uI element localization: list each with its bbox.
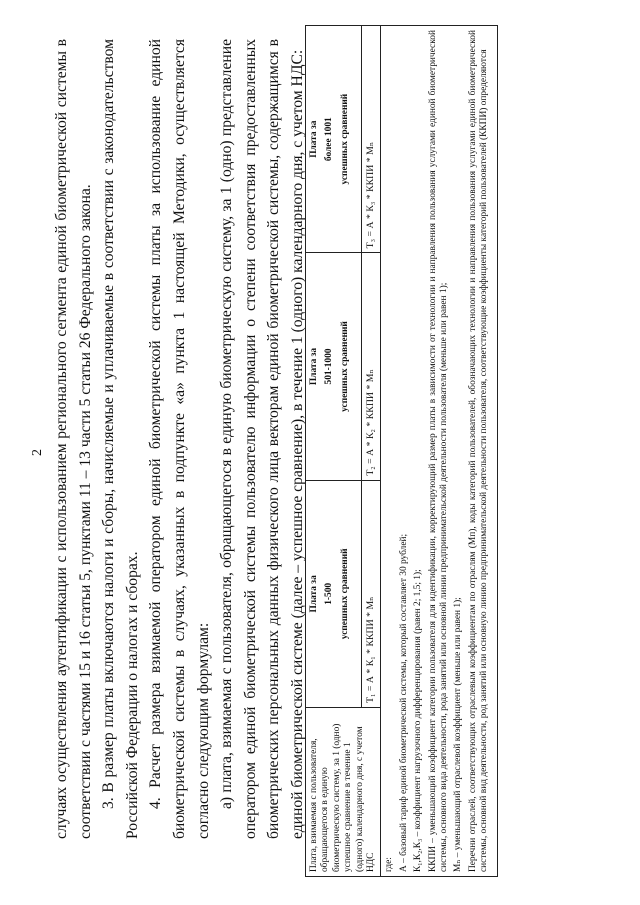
legend-item: Перечни отраслей, соответствующих отраслевым коэффициентам по отраслям (Мп), коды категорий пользователей, обозначающих технологии и направления пользования услугами единой биометрической системы, основной вид деятельности, род занятий или основную линию предпринимательской деятельности пользователя, соответствующие коэффициенты категорий пользователей (ККПИ) определяются (467, 30, 490, 872)
tariff-table (305, 25, 498, 877)
paragraph-4: а) плата, взимаемая с пользователя, обращающегося в единую биометрическую систему, за 1 (одно) представление оператором единой биометрической системы пользователю информации о степени соответствия предоставленных биометрических персональных данных физического лица векторам единой биометрической системы, содержащимся в единой биометрической системе (далее – успешное сравнение), в течение 1 (одного) календарного дня, с учетом НДС: (218, 39, 306, 839)
paragraph-3: 4. Расчет размера взимаемой оператором единой биометрической системы платы за использование единой биометрической системы в случаях, указанных в подпункте «а» пункта 1 настоящей Методики, осуществляется согласно следующим формулам: (147, 39, 212, 839)
page-number: 2 (30, 449, 45, 456)
row-label-cell: Плата, взимаемая с пользователя, обращающегося в единую биометрическую систему, за 1 (одно) успешное сравнение в течение 1 (одного) календарного дня, с учетом НДС (306, 708, 381, 877)
paragraph-2: 3. В размер платы включаются налоги и сборы, начисляемые и уплачиваемые в соответствии с законодательством Российской Федерации о налогах и сборах. (100, 39, 141, 839)
legend-item: К₁,К₂,К₃ – коэффициент нагрузочного дифференцирования (равен 2; 1,5; 1); (413, 569, 424, 872)
formula-cell-2: Т₂ = А * К₂ * ККПИ * Мₙ (362, 253, 381, 480)
header-line: Плата за (309, 575, 319, 613)
legend-item: ККПИ – уменьшающий коэффициент категории пользователя для идентификации, корректирующий размер платы в зависимости от технологии и направления пользования услугами единой биометрической системы, основного вида деятельности, рода занятий или основной линии предпринимательской деятельности пользователя (меньше или равен 1); (427, 30, 450, 872)
header-line: успешных сравнений (339, 548, 350, 640)
legend-item: Мₙ – уменьшающий отраслевой коэффициент (меньше или равен 1); (453, 597, 464, 872)
header-cell-2 (306, 253, 362, 480)
legend-item: А – базовый тариф единой биометрической системы, который составляет 30 рублей; (398, 533, 409, 872)
formula-cell-1: Т₁ = А * К₁ * ККПИ * Мₙ (362, 480, 381, 707)
table-row (381, 26, 497, 877)
table-row (306, 26, 362, 877)
legend-cell (381, 26, 497, 877)
header-line: успешных сравнений (339, 93, 350, 185)
header-line: Плата за (309, 120, 319, 158)
header-cell-1 (306, 480, 362, 707)
formula-cell-3: Т₃ = А * К₃ * ККПИ * Мₙ (362, 26, 381, 253)
header-range: 501-1000 (324, 348, 335, 385)
body-text (50, 39, 310, 839)
header-range: более 1001 (324, 117, 335, 162)
legend-intro: где: (384, 857, 395, 872)
header-range: 1-500 (324, 582, 335, 605)
paragraph-1: случаях осуществления аутентификации с использованием регионального сегмента единой биометрической системы в соответствии с частями 15 и 16 статьи 5, пунктами 11 – 13 части 5 статьи 26 Федерального закона. (53, 39, 94, 839)
header-line: успешных сравнений (339, 321, 350, 412)
header-cell-3 (306, 26, 362, 253)
header-line: Плата за (309, 347, 319, 386)
